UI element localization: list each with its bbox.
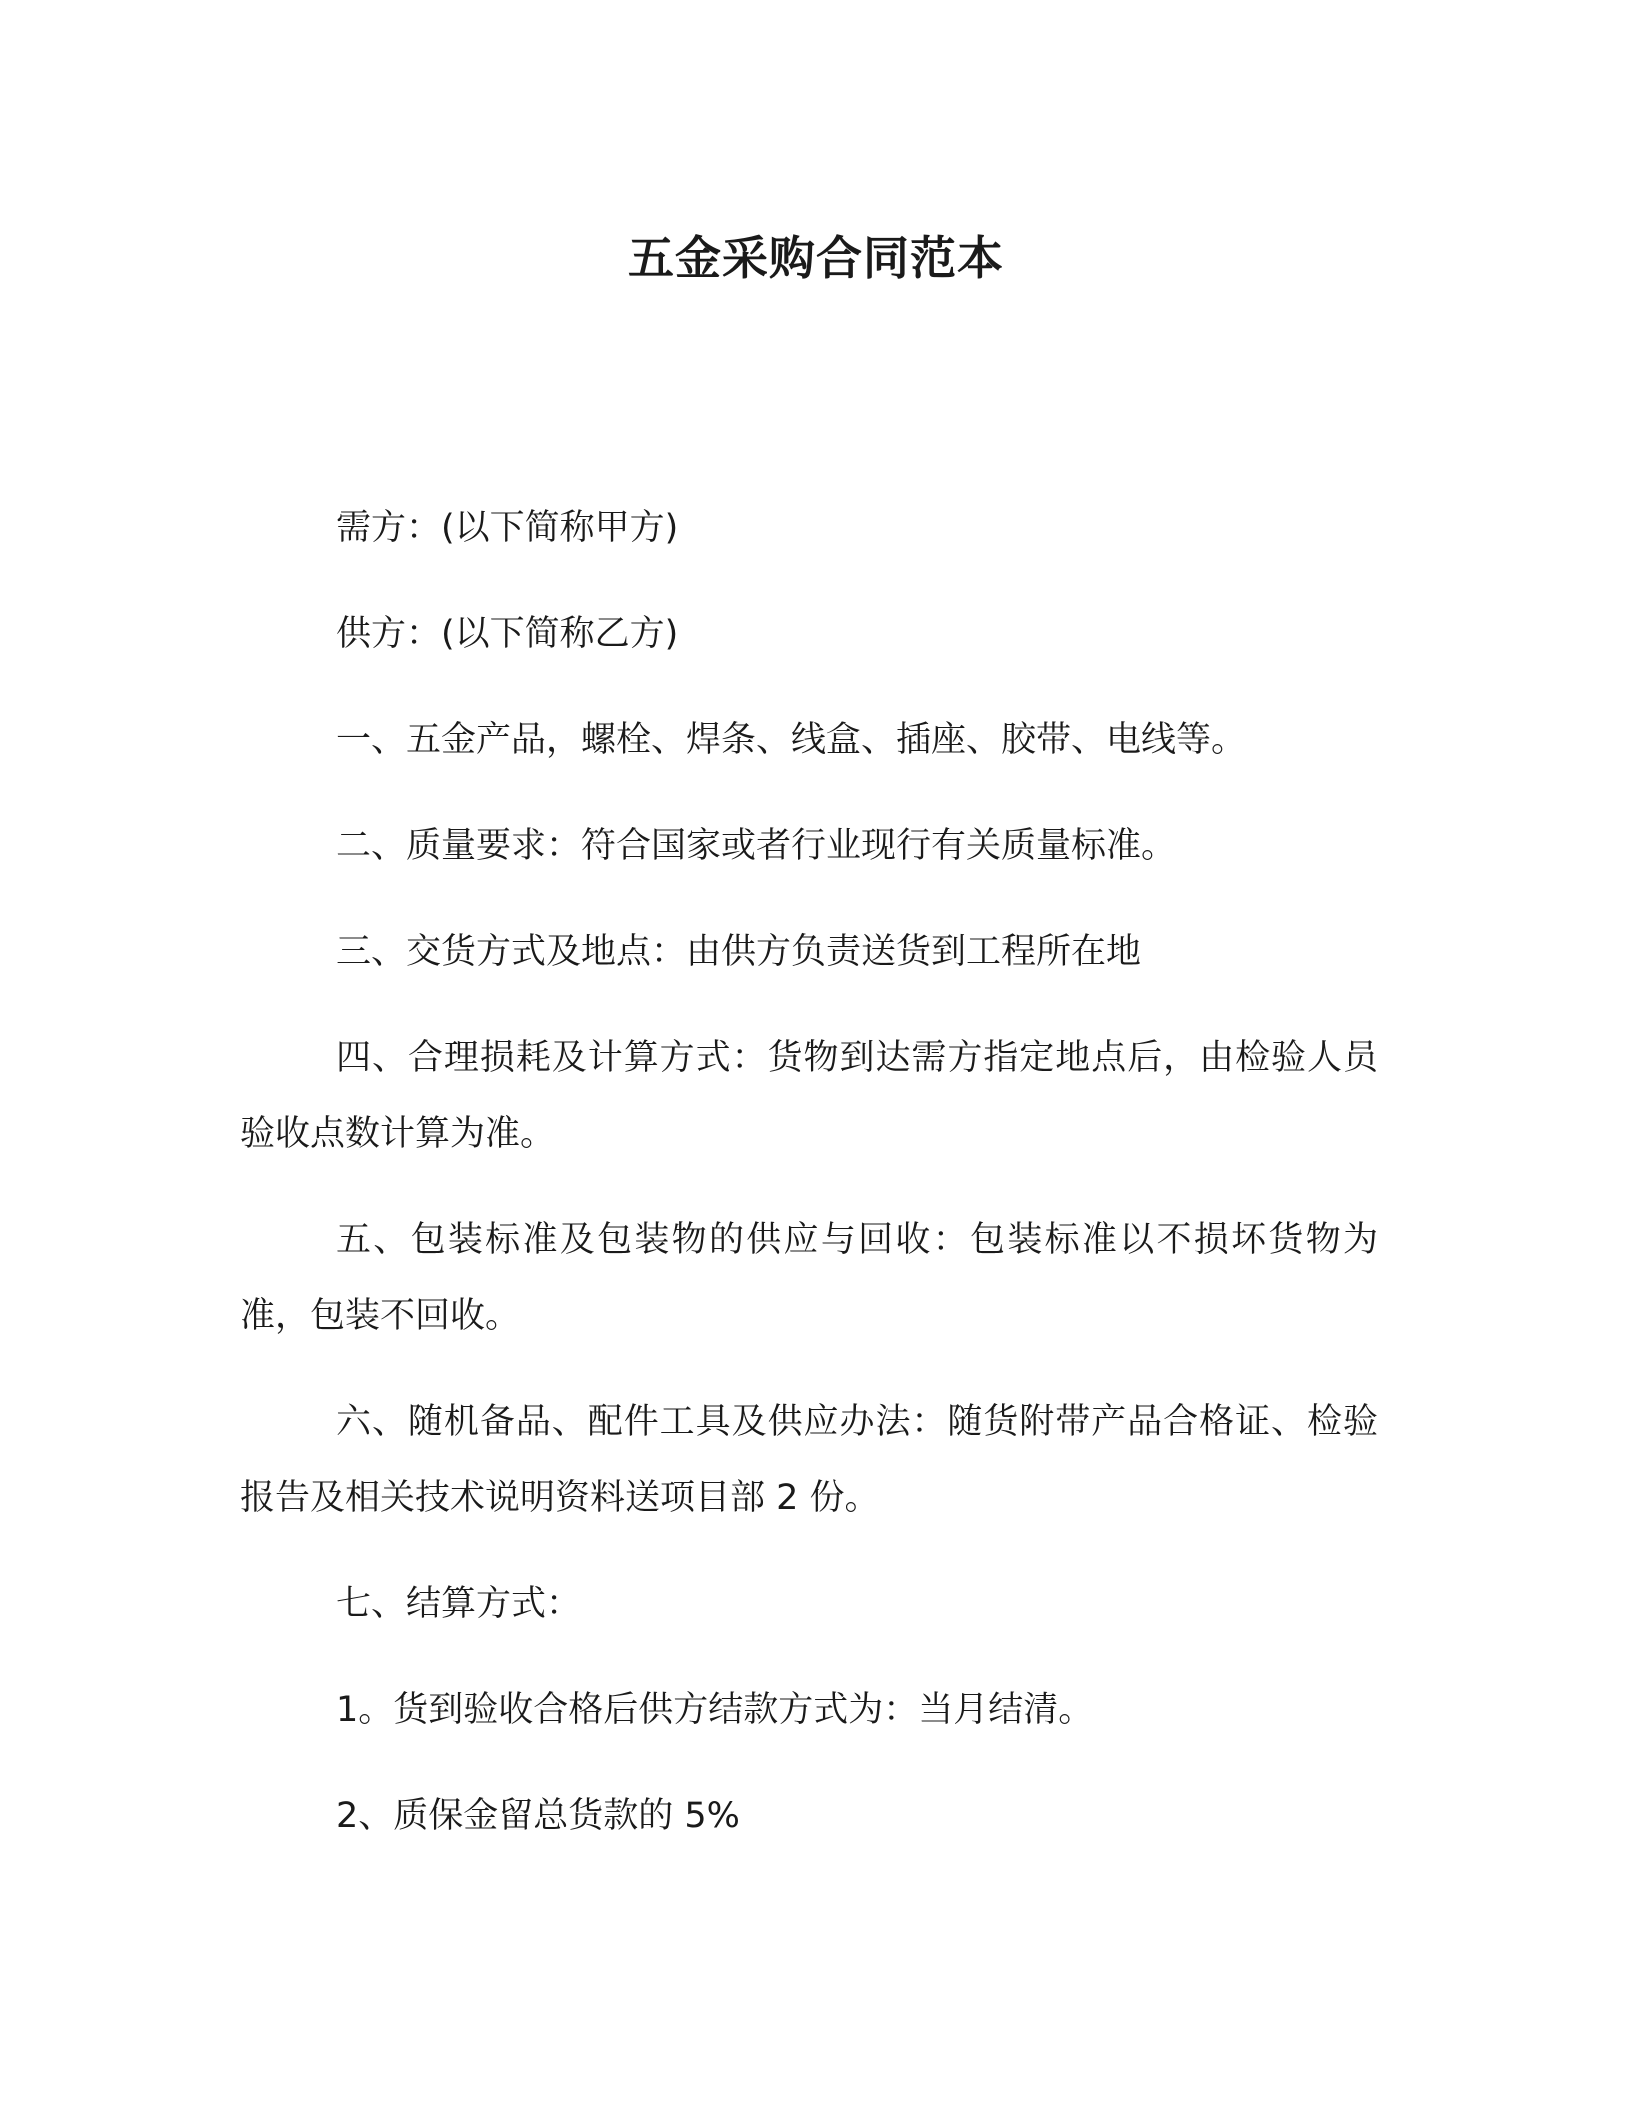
clause-4-loss-calculation: 四、合理损耗及计算方式：货物到达需方指定地点后，由检验人员验收点数计算为准。: [240, 1038, 1378, 1154]
clause-5-packaging: 五、包装标准及包装物的供应与回收：包装标准以不损坏货物为准，包装不回收。: [240, 1220, 1378, 1336]
buyer-party-line: 需方：(以下简称甲方): [336, 508, 679, 548]
settlement-item-1: 1。货到验收合格后供方结款方式为：当月结清。: [336, 1690, 1094, 1730]
clause-1-products: 一、五金产品，螺栓、焊条、线盒、插座、胶带、电线等。: [336, 720, 1247, 760]
document-title: 五金采购合同范本: [628, 231, 1004, 285]
clause-2-quality: 二、质量要求：符合国家或者行业现行有关质量标准。: [336, 826, 1177, 866]
clause-3-delivery: 三、交货方式及地点：由供方负责送货到工程所在地: [336, 932, 1142, 972]
supplier-party-line: 供方：(以下简称乙方): [336, 614, 679, 654]
clause-7-settlement: 七、结算方式：: [336, 1584, 582, 1624]
document-body: [240, 490, 1378, 1884]
settlement-item-2: 2、质保金留总货款的 5%: [336, 1796, 740, 1836]
clause-6-spare-parts: 六、随机备品、配件工具及供应办法：随货附带产品合格证、检验报告及相关技术说明资料送项目部 2 份。: [240, 1402, 1378, 1518]
